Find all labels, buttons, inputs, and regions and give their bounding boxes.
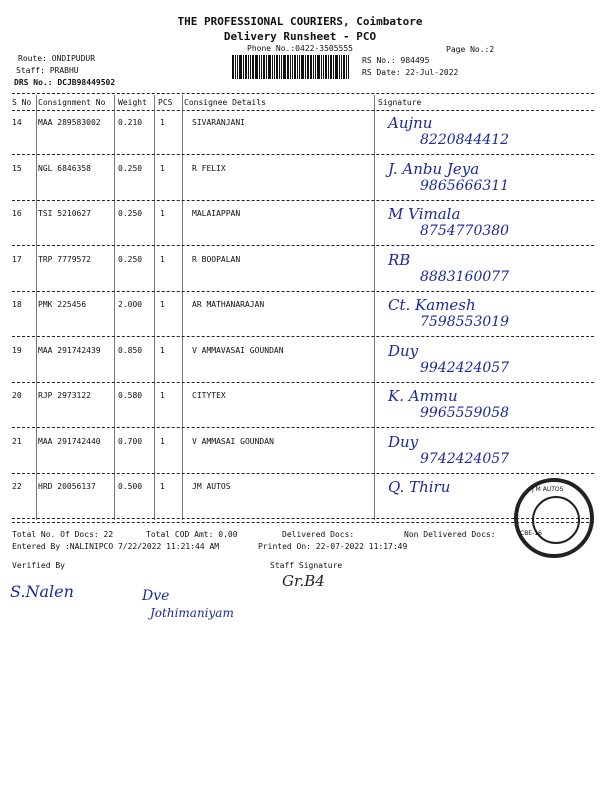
handwritten-note: Dve	[142, 588, 170, 604]
row-pcs: 1	[160, 482, 165, 491]
barcode-bar	[341, 55, 342, 79]
row-consignee: SIVARANJANI	[192, 118, 245, 127]
row-rule	[12, 518, 594, 519]
barcode-bar	[328, 55, 329, 79]
row-signature: J. Anbu Jeya	[388, 159, 480, 178]
barcode-bar	[313, 55, 314, 79]
non-delivered-docs: Non Delivered Docs:	[404, 530, 496, 539]
col-divider	[36, 95, 37, 520]
table-top-rule	[12, 93, 594, 94]
header-rule	[12, 110, 594, 111]
row-signature: M Vimala	[388, 205, 461, 223]
row-sno: 17	[12, 254, 22, 264]
barcode-bar	[315, 55, 316, 79]
barcode-bar	[323, 55, 324, 79]
col-sno: S No	[12, 98, 32, 107]
col-weight: Weight	[118, 98, 147, 107]
barcode-bar	[232, 55, 234, 79]
row-consignment: TRP 7779572	[38, 254, 91, 264]
row-sno: 16	[12, 209, 22, 218]
row-phone-handwritten: 9742424057	[420, 450, 510, 467]
row-pcs: 1	[160, 345, 165, 355]
row-consignment: MAA 291742439	[38, 345, 101, 355]
col-pcs: PCS	[158, 98, 173, 107]
runsheet-title: Delivery Runsheet - PCO	[223, 30, 377, 43]
row-sno: 18	[12, 300, 22, 309]
barcode-bar	[245, 55, 247, 79]
company-stamp	[514, 478, 594, 558]
row-sno: 19	[12, 345, 22, 355]
row-phone-handwritten: 9865666311	[420, 177, 510, 194]
printed-on: Printed On: 22-07-2022 11:17:49	[258, 542, 408, 551]
row-weight: 0.250	[118, 209, 143, 218]
phone-number: Phone No.:0422-3505555	[247, 44, 353, 53]
row-rule	[12, 382, 594, 383]
rs-number: RS No.: 984495	[362, 56, 430, 65]
barcode-bar	[307, 55, 309, 79]
row-consignment: PMK 225456	[38, 300, 87, 309]
row-consignment: MAA 291742440	[38, 436, 101, 446]
row-weight: 0.250	[118, 163, 143, 173]
barcode-icon	[232, 55, 356, 79]
row-consignment: MAA 289583002	[38, 118, 101, 127]
row-weight: 0.850	[118, 345, 143, 355]
row-rule	[12, 473, 594, 474]
barcode-bar	[294, 55, 296, 79]
col-divider	[114, 95, 115, 520]
row-consignment: HRD 20056137	[38, 482, 96, 491]
barcode-bar	[333, 55, 334, 79]
row-phone-handwritten: 8220844412	[420, 132, 510, 148]
row-weight: 0.250	[118, 254, 143, 264]
col-consignee: Consignee Details	[184, 98, 266, 107]
barcode-bar	[299, 55, 300, 79]
row-pcs: 1	[160, 254, 165, 264]
barcode-bar	[263, 55, 265, 79]
barcode-bar	[290, 55, 291, 79]
row-consignee: AR MATHANARAJAN	[192, 300, 265, 309]
barcode-bar	[235, 55, 236, 79]
barcode-bar	[317, 55, 320, 79]
stamp-text: CBE-16	[520, 530, 542, 537]
row-pcs: 1	[160, 436, 165, 446]
row-sno: 22	[12, 482, 22, 491]
page-number: Page No.:2	[446, 45, 495, 54]
entered-by: Entered By :NALINIPCO 7/22/2022 11:21:44 AM	[12, 542, 220, 551]
barcode-bar	[281, 55, 282, 79]
barcode-bar	[274, 55, 275, 79]
row-pcs: 1	[160, 118, 165, 127]
barcode-bar	[297, 55, 298, 79]
row-pcs: 1	[160, 163, 165, 173]
drs-number: DRS No.: DCJB98449502	[14, 78, 116, 87]
barcode-bar	[310, 55, 312, 79]
row-consignee: JM AUTOS	[192, 482, 231, 491]
row-consignment: RJP 2973122	[38, 391, 91, 400]
barcode-bar	[272, 55, 273, 79]
row-weight: 0.580	[118, 391, 143, 400]
total-docs: Total No. Of Docs: 22	[12, 530, 114, 539]
total-cod: Total COD Amt: 0.00	[146, 530, 238, 539]
col-consignment: Consignment No	[38, 98, 106, 107]
row-sno: 14	[12, 118, 22, 127]
row-weight: 0.700	[118, 436, 143, 446]
row-sno: 21	[12, 436, 22, 446]
row-pcs: 1	[160, 391, 165, 400]
row-signature: Ct. Kamesh	[388, 296, 476, 314]
row-signature: Q. Thiru	[388, 478, 451, 496]
barcode-bar	[283, 55, 286, 79]
row-signature: K. Ammu	[388, 387, 458, 405]
barcode-bar	[321, 55, 322, 79]
barcode-bar	[276, 55, 278, 79]
staff-signature-label: Staff Signature	[270, 561, 343, 570]
row-consignee: CITYTEX	[192, 391, 226, 400]
company-title: THE PROFESSIONAL COURIERS, Coimbatore	[177, 15, 423, 28]
verified-by-label: Verified By	[12, 561, 65, 570]
barcode-bar	[325, 55, 327, 79]
rs-date: RS Date: 22-Jul-2022	[362, 68, 459, 77]
row-rule	[12, 291, 594, 292]
barcode-bar	[255, 55, 258, 79]
row-phone-handwritten: 9942424057	[420, 359, 510, 376]
row-phone-handwritten: 8754770380	[420, 223, 510, 239]
row-signature: RB	[388, 250, 411, 269]
row-phone-handwritten: 8883160077	[420, 268, 510, 285]
stamp-text: J M AUTOS	[532, 486, 564, 493]
barcode-bar	[268, 55, 271, 79]
row-sno: 15	[12, 163, 22, 173]
row-weight: 0.500	[118, 482, 143, 491]
handwritten-note: Jothimaniyam	[150, 606, 234, 620]
col-signature: Signature	[378, 98, 422, 107]
row-rule	[12, 154, 594, 155]
row-consignment: TSI 5210627	[38, 209, 91, 218]
barcode-bar	[348, 55, 349, 79]
row-rule	[12, 336, 594, 337]
row-consignment: NGL 6846358	[38, 163, 91, 173]
row-consignee: MALAIAPPAN	[192, 209, 241, 218]
row-consignee: V AMMAVASAI GOUNDAN	[192, 345, 284, 355]
barcode-bar	[239, 55, 242, 79]
row-rule	[12, 200, 594, 201]
barcode-bar	[335, 55, 338, 79]
barcode-bar	[330, 55, 332, 79]
barcode-bar	[237, 55, 238, 79]
staff-signature: Gr.B4	[282, 572, 325, 590]
barcode-bar	[252, 55, 254, 79]
barcode-bar	[261, 55, 262, 79]
row-weight: 0.210	[118, 118, 143, 127]
row-consignee: R BOOPALAN	[192, 254, 241, 264]
row-consignee: V AMMASAI GOUNDAN	[192, 436, 274, 446]
row-sno: 20	[12, 391, 22, 400]
col-divider	[374, 95, 375, 520]
row-rule	[12, 245, 594, 246]
barcode-bar	[287, 55, 289, 79]
col-divider	[154, 95, 155, 520]
route-label: Route: ONDIPUDUR	[18, 54, 96, 63]
row-weight: 2.000	[118, 300, 143, 309]
barcode-bar	[243, 55, 244, 79]
row-phone-handwritten: 7598553019	[420, 314, 510, 330]
row-signature: Duy	[388, 432, 419, 451]
row-phone-handwritten: 9965559058	[420, 405, 510, 421]
row-pcs: 1	[160, 300, 165, 309]
row-signature: Aujnu	[388, 114, 433, 132]
row-consignee: R FELIX	[192, 163, 226, 173]
barcode-bar	[305, 55, 306, 79]
verified-signature: S.Nalen	[10, 582, 74, 601]
col-divider	[182, 95, 183, 520]
barcode-bar	[248, 55, 249, 79]
row-signature: Duy	[388, 341, 419, 360]
barcode-bar	[301, 55, 304, 79]
barcode-bar	[279, 55, 280, 79]
barcode-bar	[266, 55, 267, 79]
barcode-bar	[259, 55, 260, 79]
barcode-bar	[339, 55, 340, 79]
row-rule	[12, 427, 594, 428]
delivered-docs: Delivered Docs:	[282, 530, 355, 539]
row-pcs: 1	[160, 209, 165, 218]
footer-rule	[12, 522, 594, 523]
barcode-bar	[250, 55, 251, 79]
barcode-bar	[292, 55, 293, 79]
staff-label: Staff: PRABHU	[16, 66, 79, 75]
barcode-bar	[346, 55, 347, 79]
barcode-bar	[343, 55, 345, 79]
